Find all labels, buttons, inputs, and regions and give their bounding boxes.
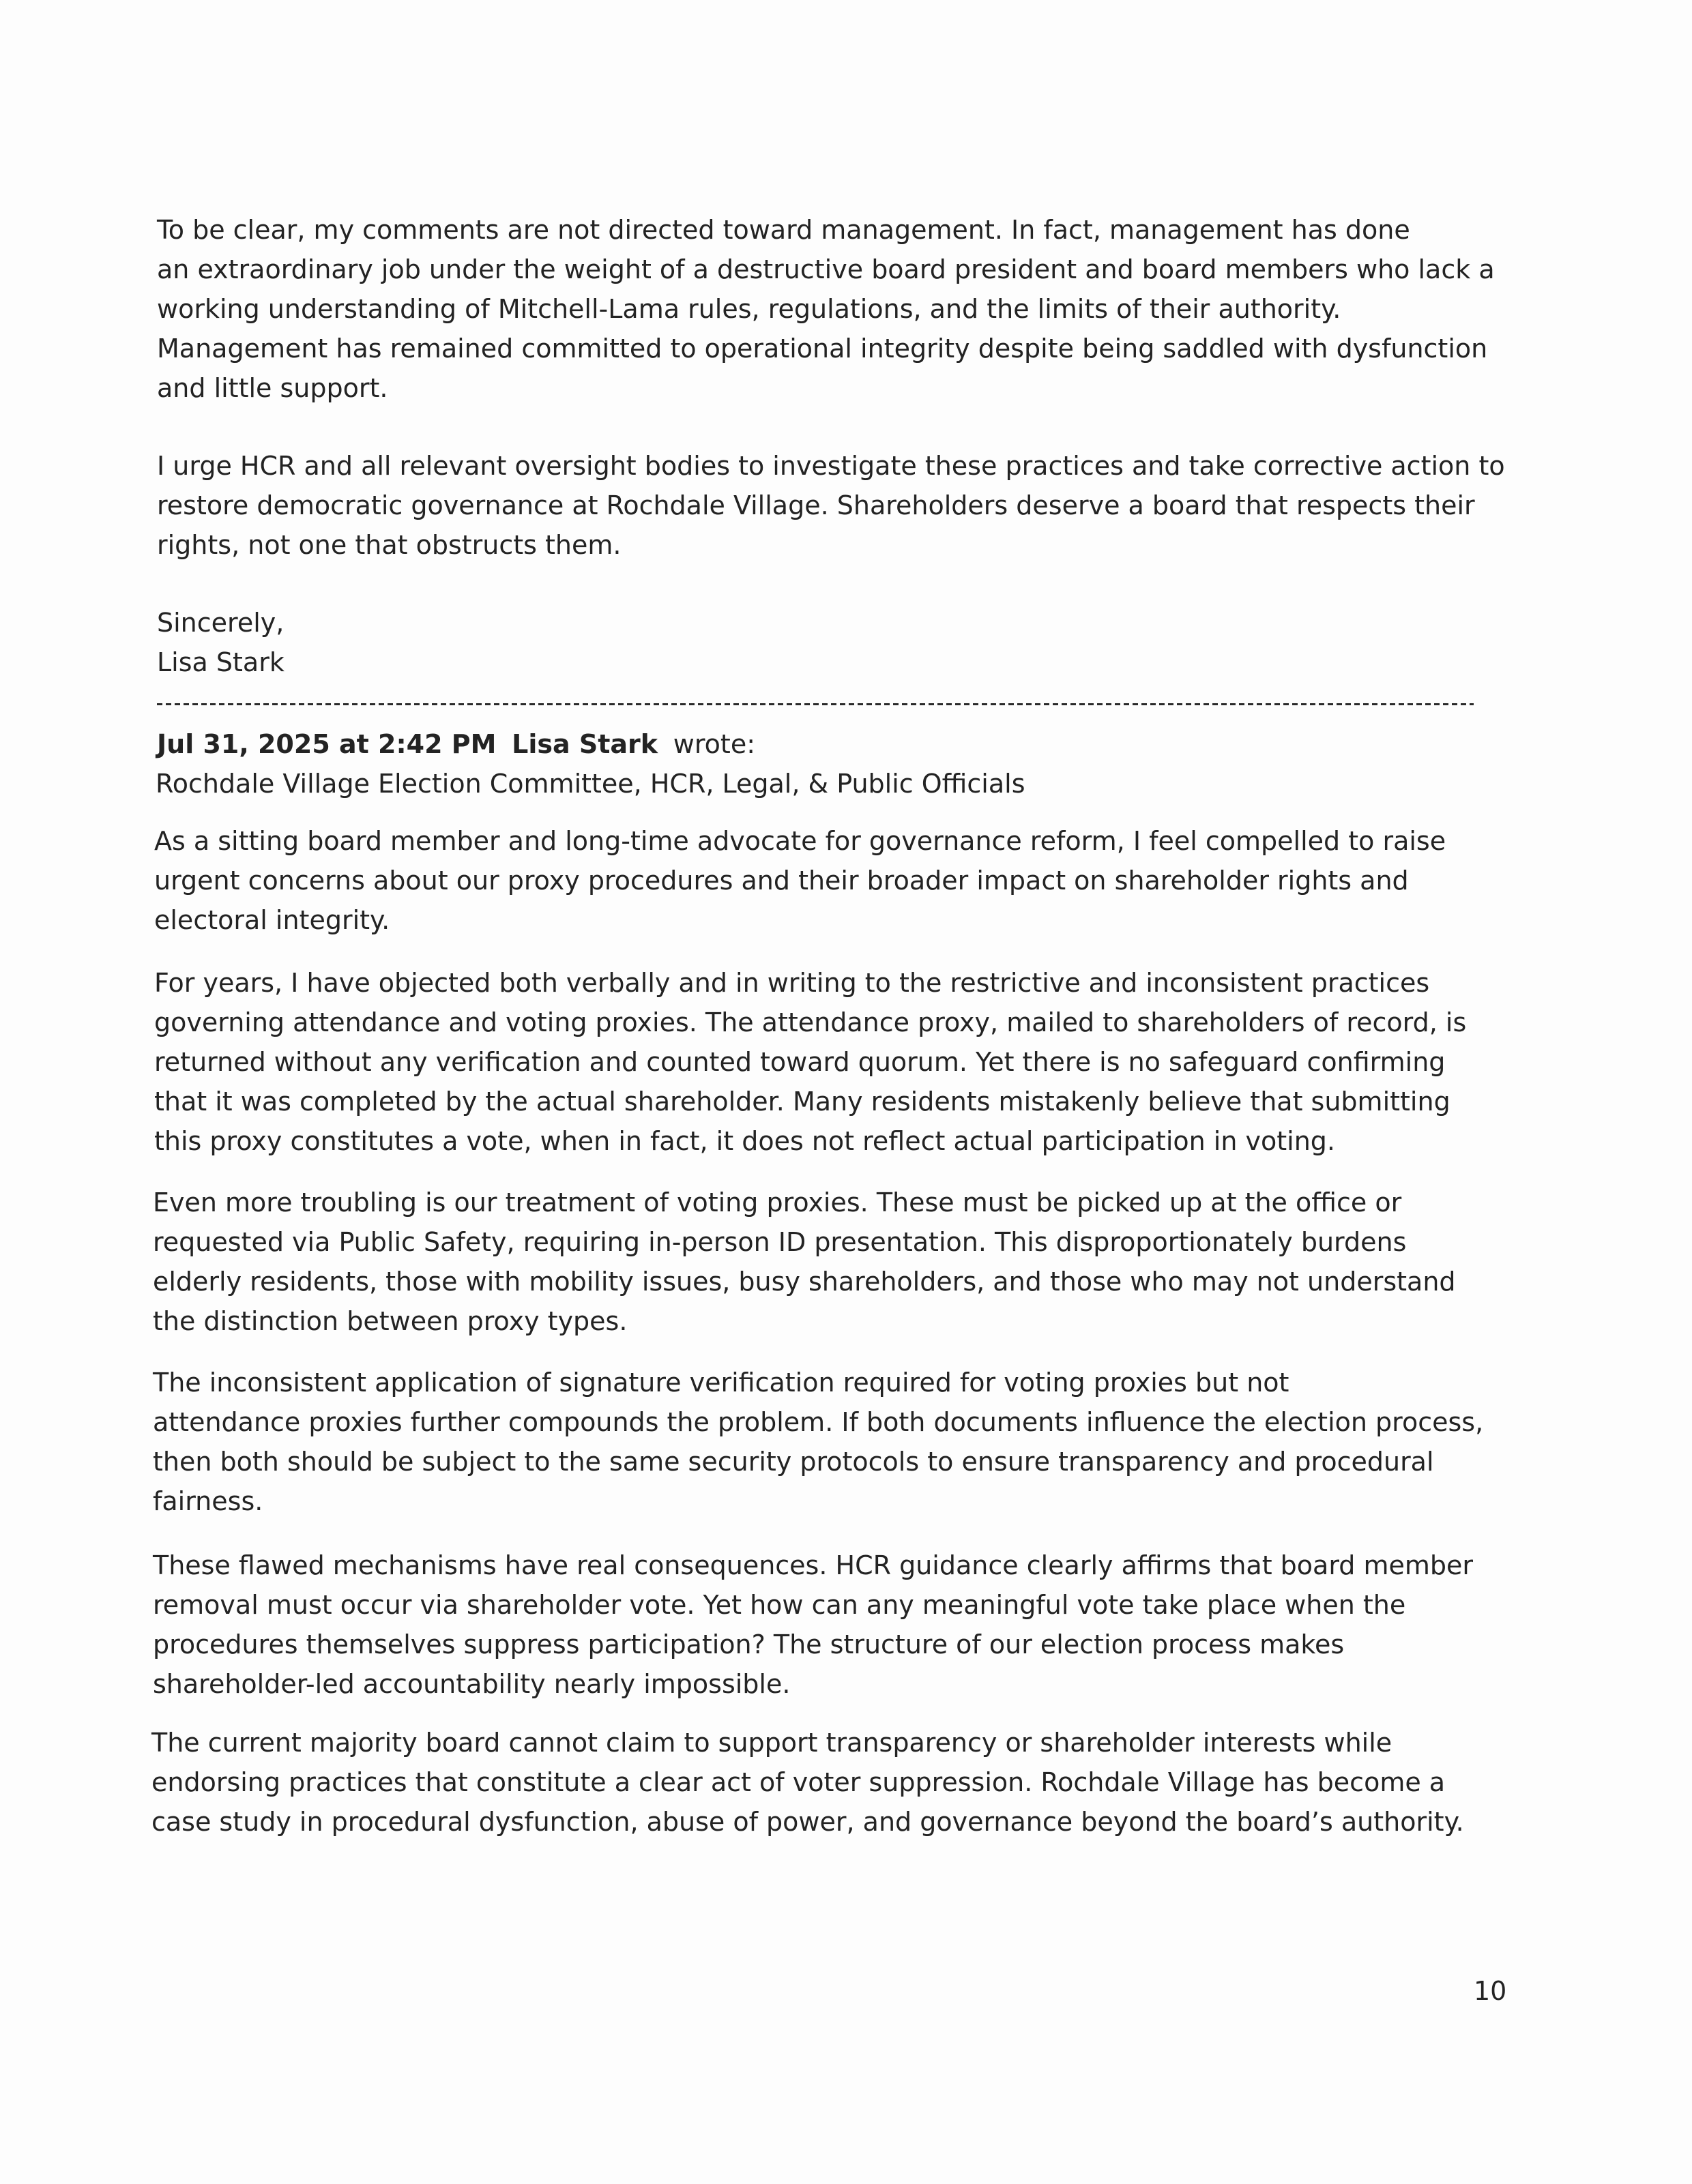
text-line: elderly residents, those with mobility issues, busy shareholders, and those who may not understand [153,1267,1456,1297]
text-line: Even more troubling is our treatment of voting proxies. These must be picked up at the office or [153,1187,1402,1218]
text-line: returned without any verification and counted toward quorum. Yet there is no safeguard confirming [154,1047,1446,1077]
text-line: that it was completed by the actual shareholder. Many residents mistakenly believe that submitting [154,1087,1450,1117]
quoted-recipients: Rochdale Village Election Committee, HCR, Legal, & Public Officials [156,769,1025,799]
text-line: fairness. [153,1486,263,1516]
text-line: To be clear, my comments are not directed toward management. In fact, management has done [157,215,1410,245]
text-line: procedures themselves suppress participation? The structure of our election process makes [153,1629,1345,1659]
quoted-paragraph-6 [151,1723,1692,1842]
text-line: rights, not one that obstructs them. [157,530,622,560]
text-line: case study in procedural dysfunction, abuse of power, and governance beyond the board’s authority. [151,1807,1464,1837]
intro-paragraph-1 [157,210,1692,408]
quoted-paragraph-2 [154,963,1692,1161]
text-line: electoral integrity. [154,905,390,935]
text-line: I urge HCR and all relevant oversight bodies to investigate these practices and take corrective action to [157,451,1505,481]
text-line: attendance proxies further compounds the problem. If both documents influence the election process, [153,1407,1484,1437]
page-number: 10 [1474,1976,1507,2006]
email-divider [157,700,1474,708]
quoted-email-header [157,724,755,764]
text-line: endorsing practices that constitute a clear act of voter suppression. Rochdale Village has become a [151,1767,1446,1797]
text-line: The inconsistent application of signature verification required for voting proxies but not [153,1368,1289,1398]
text-line: an extraordinary job under the weight of a destructive board president and board members who lack a [157,254,1495,284]
closing-salutation: Sincerely, [157,608,285,638]
text-line: As a sitting board member and long-time advocate for governance reform, I feel compelled to raise [154,826,1446,856]
quoted-paragraph-1 [154,821,1692,940]
closing-name: Lisa Stark [157,647,285,677]
intro-paragraph-2 [157,446,1692,565]
text-line: restore democratic governance at Rochdale Village. Shareholders deserve a board that respects their [157,490,1475,520]
text-line: For years, I have objected both verbally and in writing to the restrictive and inconsistent practices [154,968,1430,998]
text-line: this proxy constitutes a vote, when in fact, it does not reflect actual participation in voting. [154,1126,1335,1156]
text-line: the distinction between proxy types. [153,1306,628,1336]
text-line: These flawed mechanisms have real consequences. HCR guidance clearly affirms that board member [153,1550,1474,1580]
text-line: urgent concerns about our proxy procedures and their broader impact on shareholder rights and [154,866,1409,896]
text-line: governing attendance and voting proxies. The attendance proxy, mailed to shareholders of record, is [154,1007,1467,1037]
quoted-date-time: Jul 31, 2025 at 2:42 PM [157,729,497,759]
quoted-author: Lisa Stark [512,729,658,759]
text-line: removal must occur via shareholder vote. Yet how can any meaningful vote take place when the [153,1590,1406,1620]
text-line: The current majority board cannot claim to support transparency or shareholder interests while [151,1728,1392,1758]
quoted-wrote-label: wrote: [673,729,755,759]
text-line: shareholder-led accountability nearly impossible. [153,1669,791,1699]
quoted-paragraph-3 [153,1183,1692,1341]
text-line: working understanding of Mitchell-Lama rules, regulations, and the limits of their authority. [157,294,1341,324]
text-line: Management has remained committed to operational integrity despite being saddled with dysfunction [157,334,1488,364]
quoted-paragraph-4 [153,1363,1692,1521]
text-line: then both should be subject to the same security protocols to ensure transparency and procedural [153,1447,1434,1477]
quoted-paragraph-5 [153,1546,1692,1704]
text-line: requested via Public Safety, requiring in-person ID presentation. This disproportionately burdens [153,1227,1407,1257]
text-line: and little support. [157,373,388,403]
